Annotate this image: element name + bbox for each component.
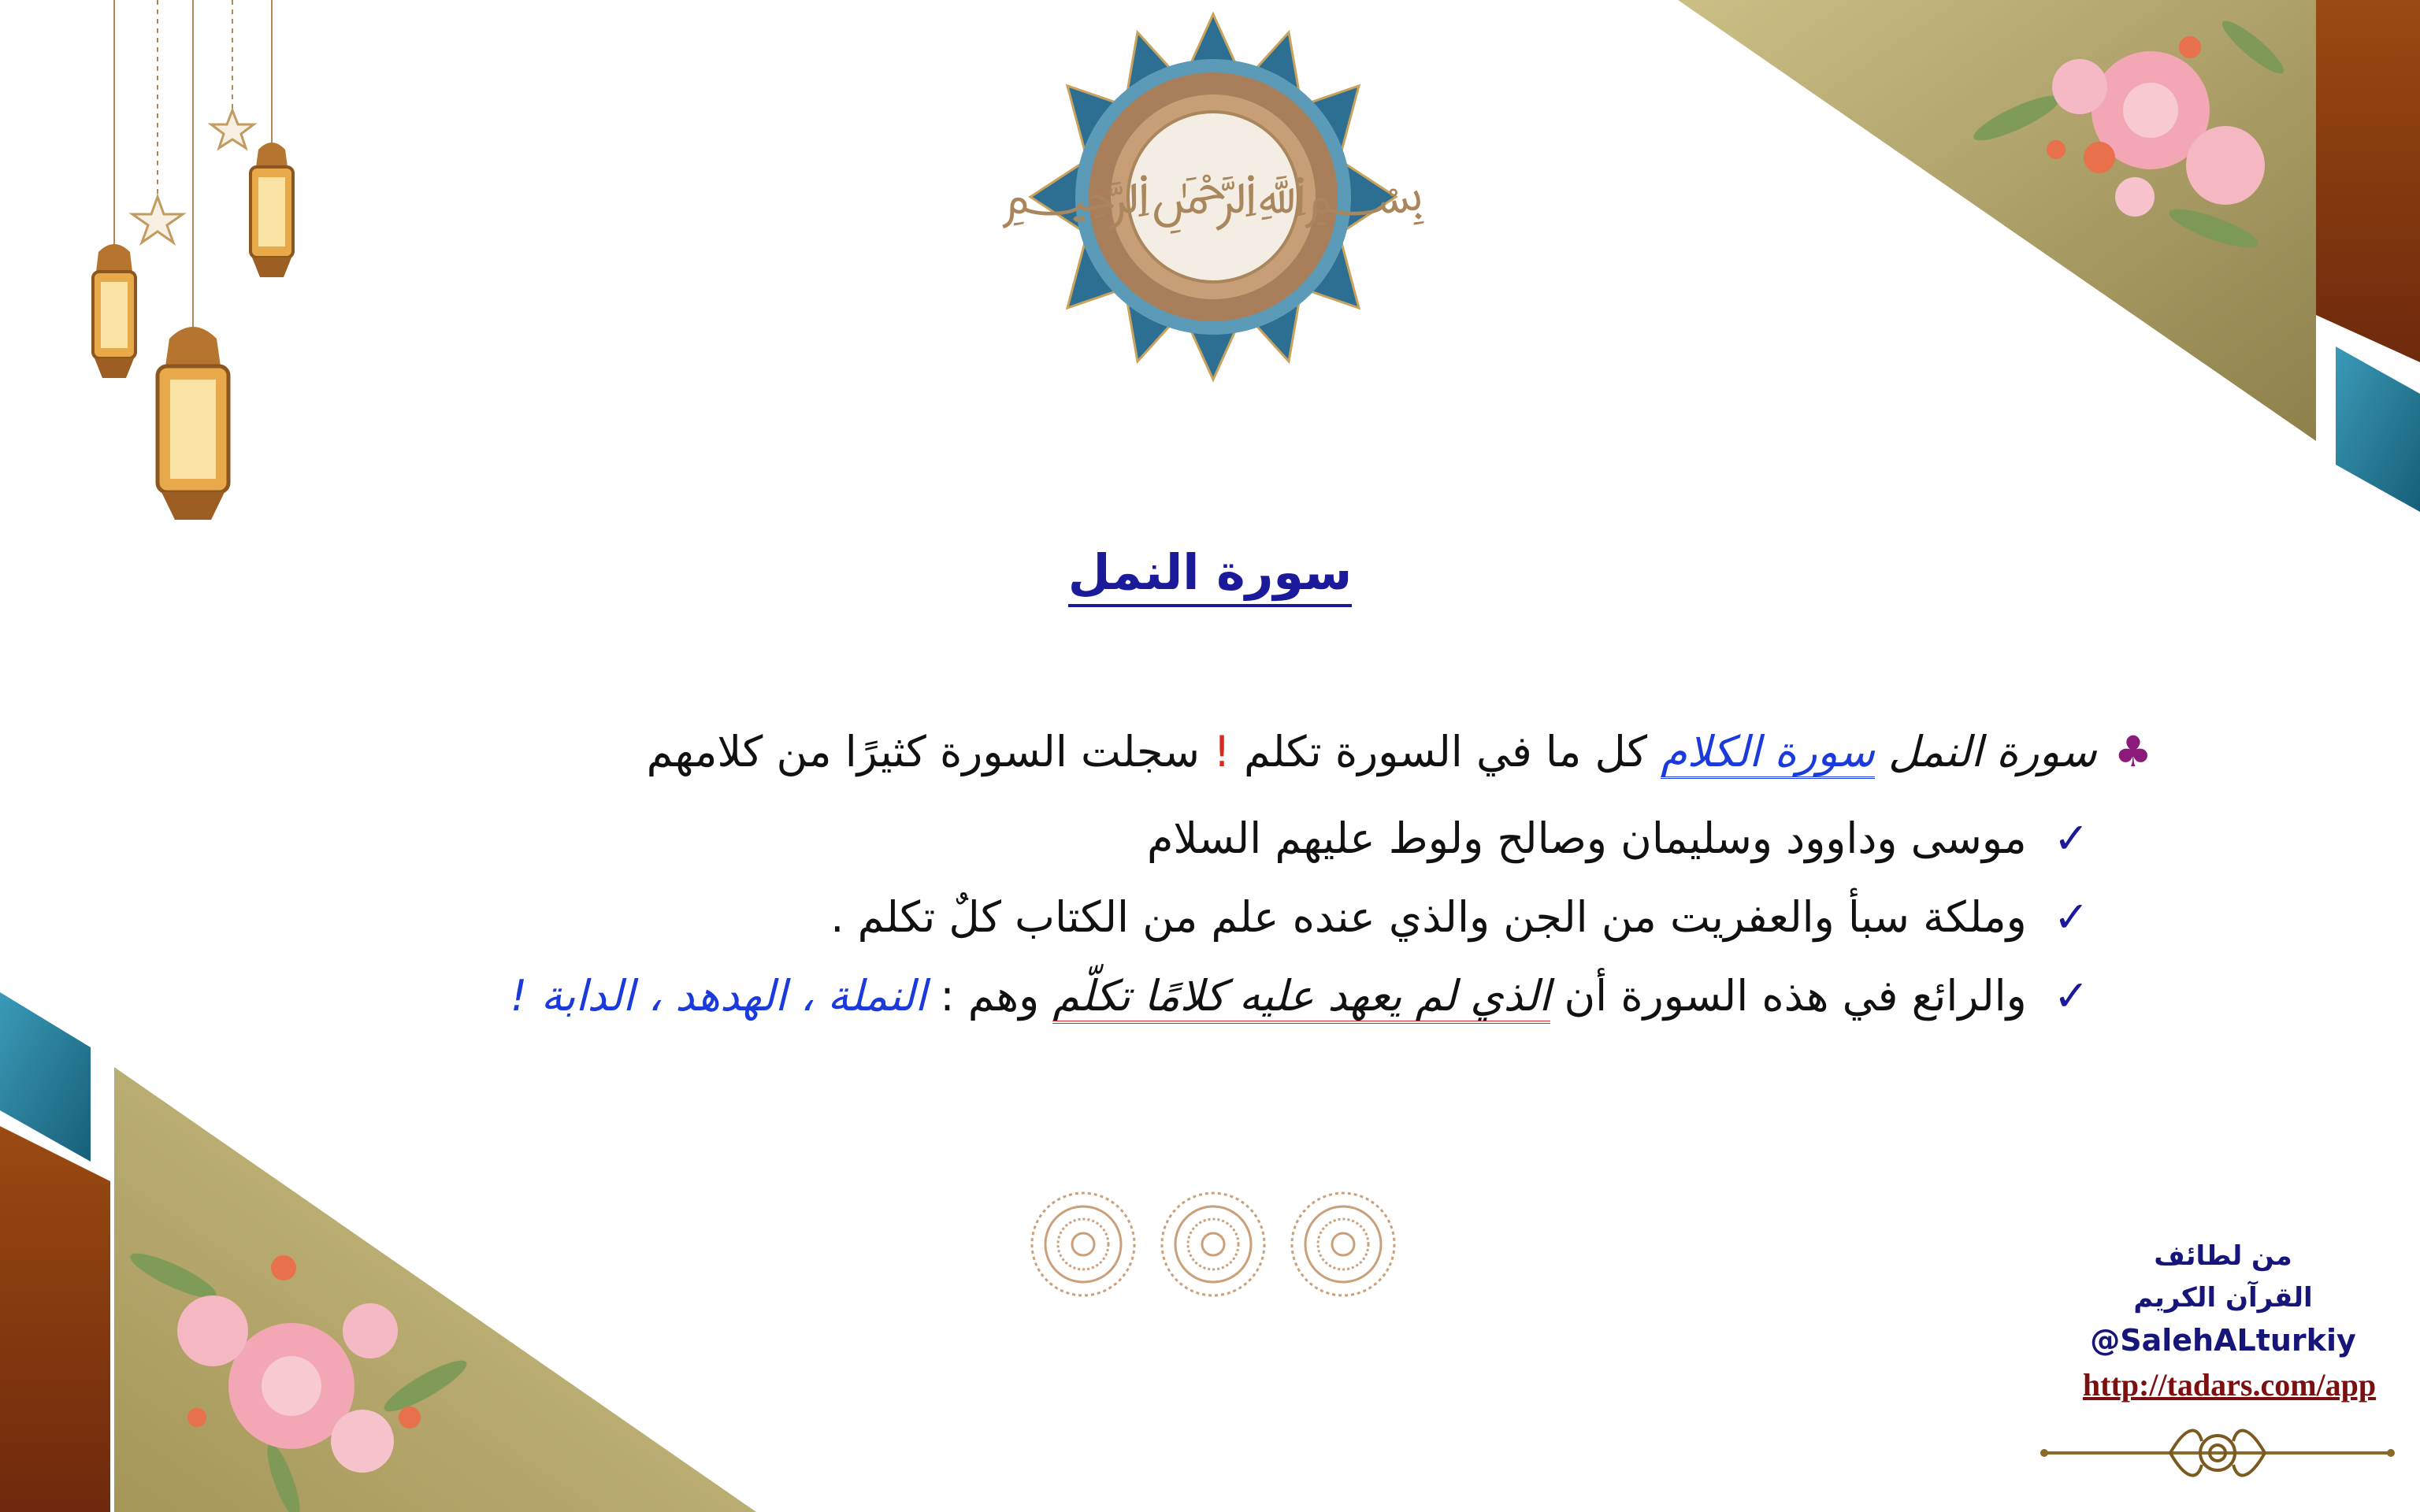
svg-text:﷽: ﷽ [1001, 161, 1425, 226]
list-item [277, 957, 2089, 1036]
list-item [277, 878, 2089, 957]
bullet-list [277, 799, 2089, 1036]
check-icon: ✓ [2053, 892, 2089, 942]
lantern-icon [158, 327, 228, 520]
divider-ornament-icon [2036, 1418, 2399, 1488]
bullet-text-1: موسى وداوود وسليمان وصالح ولوط عليهم السلام [1146, 813, 2027, 863]
intro-text-1: كل ما في السورة تكلم [1244, 727, 1648, 776]
intro-text-2: سجلت السورة كثيرًا من كلامهم [646, 727, 1201, 776]
intro-surah-name: سورة النمل [1888, 727, 2097, 776]
lantern-icon [251, 143, 293, 277]
page-title [0, 543, 2420, 601]
intro-line [277, 713, 2152, 791]
quran-medallion-icon [1001, 8, 1425, 386]
page-title-text: سورة النمل [1068, 543, 1352, 607]
bullet-text-3c: وهم : [940, 971, 1040, 1021]
flower-bouquet-icon [1954, 0, 2316, 284]
hanging-lanterns [71, 0, 339, 536]
lantern-icon [93, 244, 135, 378]
rosette-row [1024, 1185, 1402, 1303]
credit-handle: @SalehALturkiy [2090, 1323, 2356, 1358]
club-icon: ♣ [2114, 727, 2152, 776]
bullet-text-3a: والرائع في هذه السورة أن [1564, 971, 2027, 1021]
intro-exclamation: ! [1213, 727, 1230, 776]
list-item [277, 799, 2089, 878]
bullet-text-3d: النملة ، الهدهد ، الدابة ! [510, 971, 927, 1021]
bullet-text-2: وملكة سبأ والعفريت من الجن والذي عنده علم من الكتاب كلٌ تكلم . [830, 892, 2027, 942]
check-icon: ✓ [2053, 813, 2089, 863]
credit-line-1: من لطائف [2154, 1240, 2292, 1272]
credit-url-link[interactable]: http://tadars.com/app [2082, 1367, 2377, 1403]
rosette-icon [1162, 1193, 1264, 1295]
rosette-icon [1032, 1193, 1134, 1295]
flower-bouquet-icon [126, 1228, 488, 1512]
rosette-icon [1292, 1193, 1394, 1295]
intro-surah-nickname: سورة الكلام [1661, 727, 1875, 779]
bullet-text-3b: الذي لم يعهد عليه كلامًا تكلّم [1052, 971, 1550, 1024]
check-icon: ✓ [2053, 971, 2089, 1021]
credit-line-2: القرآن الكريم [2133, 1282, 2313, 1314]
content-body [277, 713, 2152, 1036]
